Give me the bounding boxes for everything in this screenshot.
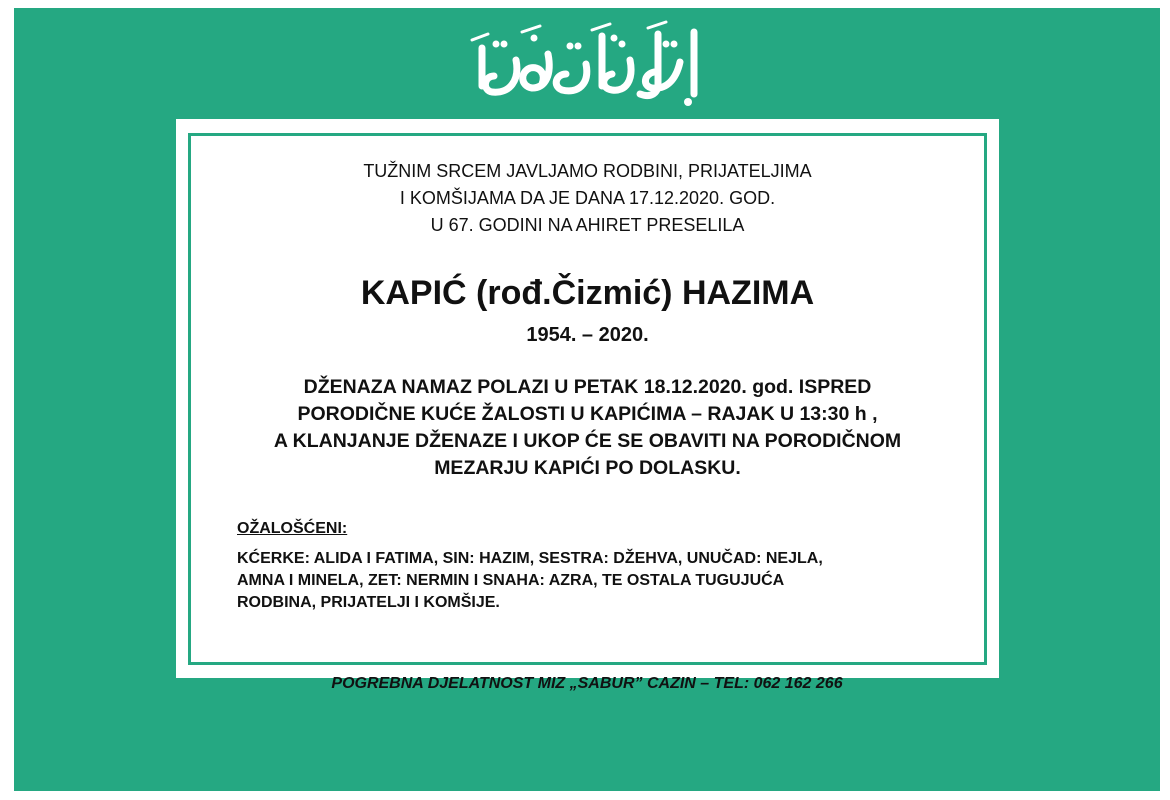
mourners-line-2: AMNA I MINELA, ZET: NERMIN I SNAHA: AZRA, TE OSTALA TUGUJUĆA [237, 572, 785, 589]
notice-frame [176, 119, 999, 678]
funeral-service-footer: POGREBNA DJELATNOST MIZ „SABUR” CAZIN – TEL: 062 162 266 [331, 675, 843, 692]
mourners-list [237, 548, 977, 614]
mourners-line-1: KĆERKE: ALIDA I FATIMA, SIN: HAZIM, SESTRA: DŽEHVA, UNUČAD: NEJLA, [237, 550, 823, 567]
mourners-line-3: RODBINA, PRIJATELJI I KOMŠIJE. [237, 594, 500, 611]
funeral-line-4: MEZARJU KAPIĆI PO DOLASKU. [434, 457, 741, 479]
funeral-line-3: A KLANJANJE DŽENAZE I UKOP ĆE SE OBAVITI NA PORODIČNOM [273, 430, 902, 452]
life-years: 1954. – 2020. [526, 324, 649, 346]
funeral-details [191, 374, 984, 482]
deceased-name: KAPIĆ (rođ.Čizmić) HAZIMA [360, 274, 815, 312]
intro-line-3: U 67. GODINI NA AHIRET PRESELILA [430, 215, 745, 235]
notice-inner-border [188, 133, 987, 665]
mourners-heading: OŽALOŠĆENI: [237, 520, 348, 537]
funeral-line-1: DŽENAZA NAMAZ POLAZI U PETAK 18.12.2020. god. ISPRED [303, 376, 872, 398]
intro-line-1: TUŽNIM SRCEM JAVLJAMO RODBINI, PRIJATELJIMA [363, 161, 812, 181]
obituary-sheet [14, 8, 1160, 791]
calligraphy-graphic [462, 14, 712, 114]
arabic-calligraphy [14, 10, 1160, 118]
funeral-line-2: PORODIČNE KUĆE ŽALOSTI U KAPIĆIMA – RAJAK U 13:30 h , [297, 403, 878, 425]
intro-line-2: I KOMŠIJAMA DA JE DANA 17.12.2020. GOD. [399, 188, 776, 208]
announcement-intro [191, 158, 984, 239]
